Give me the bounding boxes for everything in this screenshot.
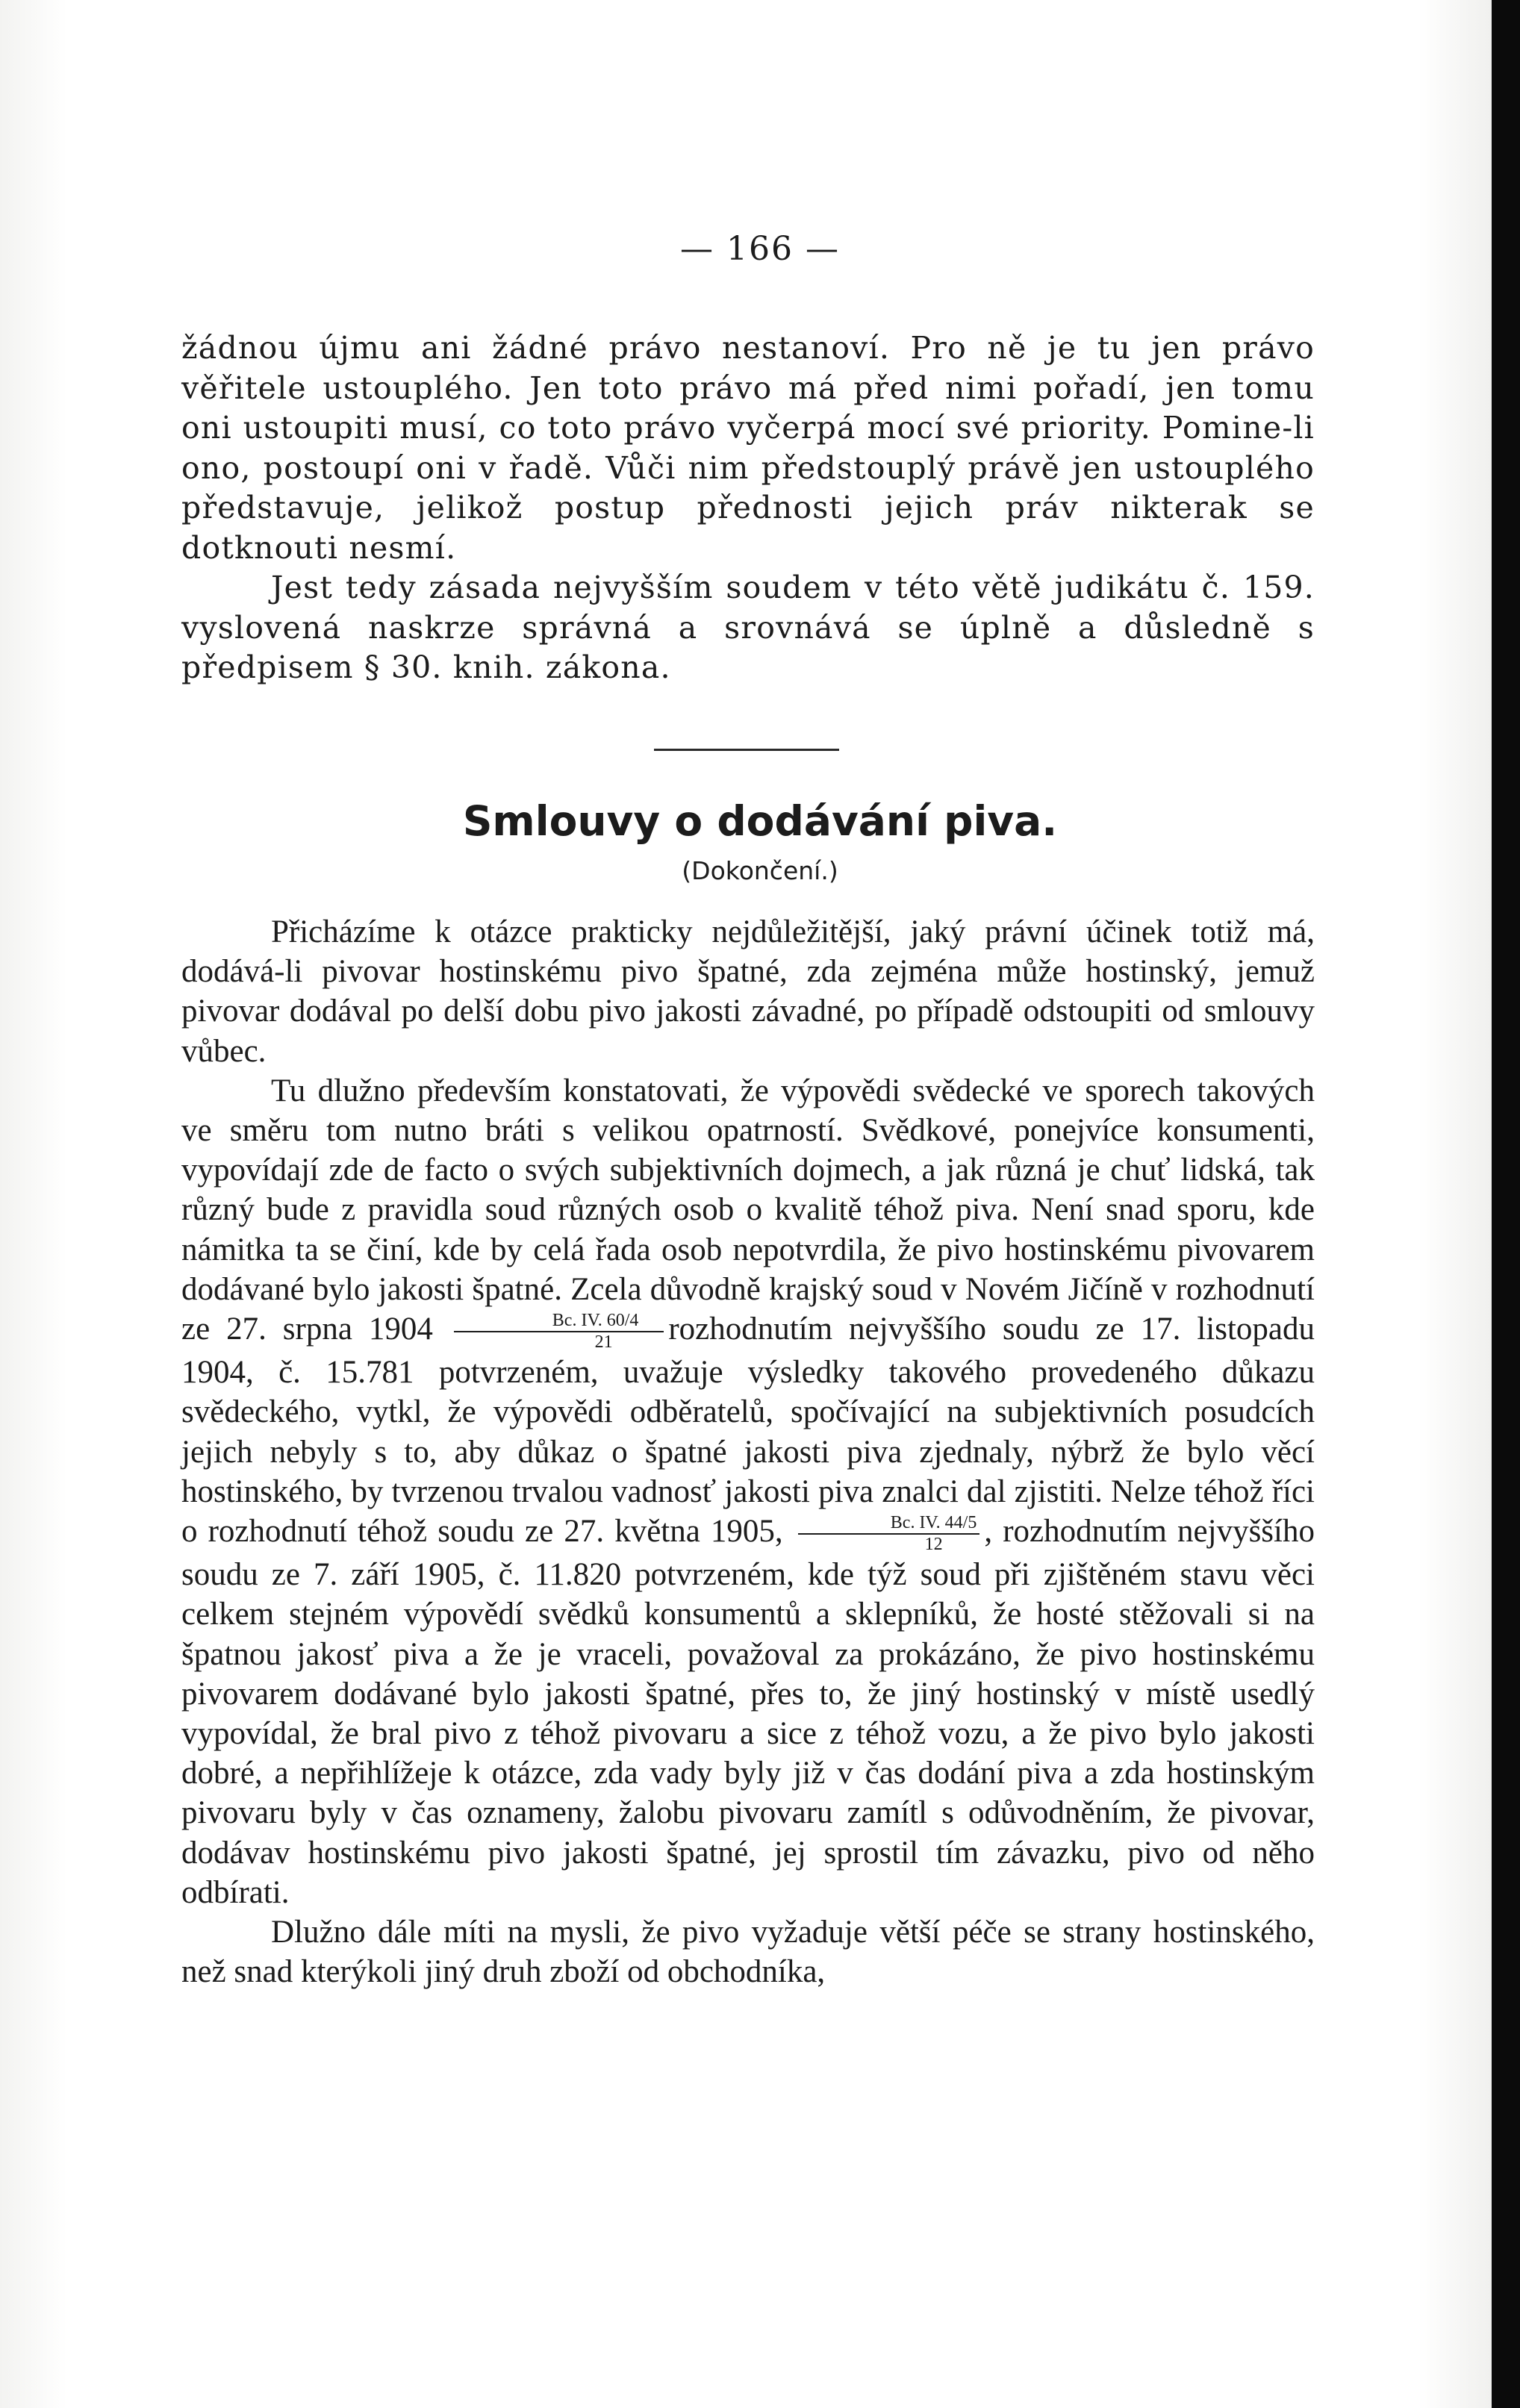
section-divider xyxy=(654,749,839,751)
intro-paragraph-2: Jest tedy zásada nejvyšším soudem v této větě judikátu č. 159. vyslovená naskrze správná a srovnává se úplně a důsledně s předpisem § 30. knih. zákona. xyxy=(181,570,1315,685)
article-subtitle: (Dokončení.) xyxy=(682,856,838,885)
article-paragraph-2 xyxy=(181,1071,1315,1912)
citation-1-numerator: Bc. IV. 60/4 xyxy=(454,1311,664,1332)
citation-2-numerator: Bc. IV. 44/5 xyxy=(798,1513,980,1535)
article-paragraph-1: Přicházíme k otázce prakticky nejdůležitější, jaký právní účinek totiž má, dodává-li pivovar hostinskému pivo špatné, zda zejména může hostinský, jemuž pivovar dodával po delší dobu pivo jakosti závadné, po případě odstoupiti od smlouvy vůbec. xyxy=(181,914,1315,1069)
section-intro xyxy=(181,328,1315,688)
citation-fraction-1 xyxy=(454,1311,664,1353)
citation-2-denominator: 12 xyxy=(924,1535,943,1555)
article-paragraph-2-part-2: rozhodnutím nejvyššího soudu ze 17. listopadu 1904, č. 15.781 potvrzeném, uvažuje výsledky takového provedeného důkazu svědeckého, vytkl, že výpovědi odběratelů, spočívající na subjektivních posudcích jejich nebyly s to, aby důkaz o špatné jakosti piva zjednaly, nýbrž že bylo věcí hostinského, by tvrzenou trvalou vadnosť jakosti piva znalci dal zjistiti. Nelze téhož říci o rozhodnutí téhož soudu ze 27. května 1905, xyxy=(181,1311,1315,1549)
article-title: Smlouvy o dodávání piva. xyxy=(462,797,1058,845)
page-number: — 166 — xyxy=(680,230,840,268)
article-paragraph-2-part-3: , rozhodnutím nejvyššího soudu ze 7. září 1905, č. 11.820 potvrzeném, kde týž soud při zjištěném stavu věci celkem stejném výpovědí svědků konsumentů a sklepníků, že hosté stěžovali si na špatnou jakosť piva a že je vraceli, považoval za prokázáno, že pivo hostinskému pivovarem dodávané bylo jakosti špatné, přes to, že jiný hostinský v místě usedlý vypovídal, že bral pivo z téhož pivovaru a sice z téhož vozu, a že pivo bylo jakosti dobré, a nepřihlížeje k otázce, zda vady byly již v čas dodání piva a zda hostinským pivovaru byly v čas oznameny, žalobu pivovaru zamítl s odůvodněním, že pivovar, dodávav hostinskému pivo jakosti špatné, jej sprostil tím závazku, pivo od něho odbírati. xyxy=(181,1513,1315,1910)
intro-paragraph-1: žádnou újmu ani žádné právo nestanoví. Pro ně je tu jen právo věřitele ustouplého. Jen toto právo má před nimi pořadí, jen tomu oni ustoupiti musí, co toto právo vyčerpá mocí své priority. Pomine-li ono, postoupí oni v řadě. Vůči nim předstouplý právě jen ustouplého představuje, jelikož postup přednosti jejich práv nikterak se dotknouti nesmí. xyxy=(181,330,1315,566)
article-body xyxy=(181,912,1315,1991)
scan-edge xyxy=(1492,0,1520,2408)
citation-fraction-2 xyxy=(798,1513,980,1555)
citation-1-denominator: 21 xyxy=(594,1332,613,1353)
article-paragraph-3: Dlužno dále míti na mysli, že pivo vyžaduje větší péče se strany hostinského, než snad kterýkoli jiný druh zboží od obchodníka, xyxy=(181,1914,1315,1990)
article-paragraph-2-part-1: Tu dlužno především konstatovati, že výpovědi svědecké ve sporech takových ve směru tom nutno bráti s velikou opatrností. Svědkové, ponejvíce konsumenti, vypovídají zde de facto o svých subjektivních dojmech, a jak různá je chuť lidská, tak různý bude z pravidla soud různých osob o kvalitě téhož piva. Není snad sporu, kde námitka ta se činí, kde by celá řada osob nepotvrdila, že pivo hostinskému pivovarem dodávané bylo jakosti špatné. Zcela důvodně krajský soud v Novém Jičíně v rozhodnutí ze 27. srpna 1904 xyxy=(181,1073,1315,1347)
